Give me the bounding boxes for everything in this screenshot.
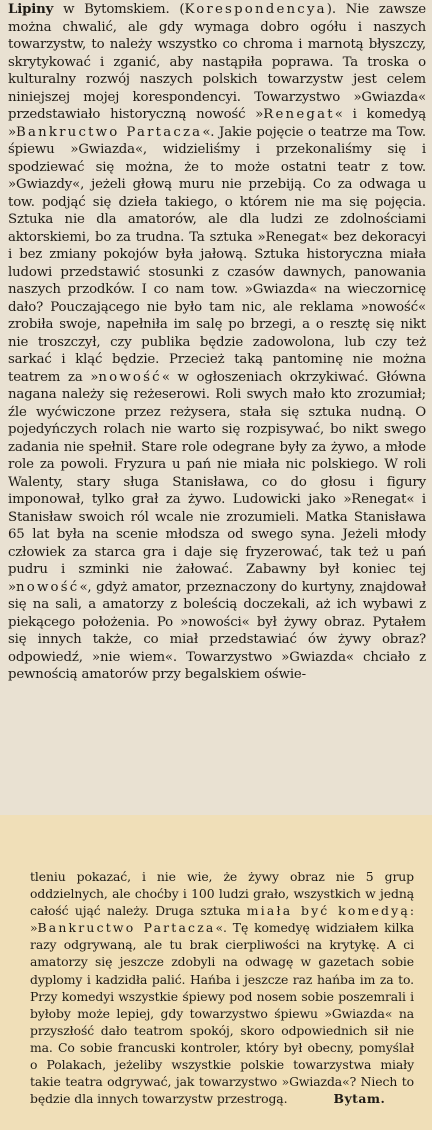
- article-body-lower: [30, 868, 414, 1107]
- play-title-bankructwo: Bankructwo Partacza: [16, 124, 203, 140]
- word-nowosc-1: nowość: [98, 369, 162, 385]
- body-text-1: ). Nie zawsze można chwalić, ale gdy wymaga dobro ogółu i naszych towarzystw, to należy wszystko co chroma i marnotą błyszczy, skrytykować i zganić, aby nastąpiła poprawa. Ta troska o kulturalny rozwój naszych polskich towarzystw jest celem niniejszej mojej korespondencyi. Towarzystwo »Gwiazda« przedstawiało historyczną nowość »: [8, 2, 426, 122]
- body-text-4: « w ogłoszeniach okrzykiwać. Główna nagana należy się reżeserowi. Roli swych mało kto zrozumiał; źle wyćwiczone przez reżysera, stała się sztuka nudną. O pojedyńczych rolach nie warto się rozpisywać, bo nikt swego zadania nie spełnił. Stare role odegrane były za żywo, a młode role za powoli. Fryzura u pań nie miała nic polskiego. W roli Walenty, stary sługa Stanisława, co do głosu i figury imponował, tylko grał za żywo. Ludowicki jako »Renegat« i Stanisław swoich ról wcale nie zrozumieli. Matka Stanisława 65 lat była na scenie młodsza od swego syna. Jeżeli młody człowiek za starca gra i daje się fryzerować, tak też u pań pudru i szminki nie żałować. Zabawny był koniec tej »: [8, 369, 426, 595]
- section-label: Korespondencya: [184, 2, 327, 17]
- dateline: Lipiny: [8, 2, 54, 17]
- body-text-2: « i komedyą »: [8, 107, 426, 140]
- intro-text: w Bytomskiem. (: [53, 2, 185, 17]
- play-title-renegat: Renegat: [263, 107, 335, 122]
- signature: Bytam.: [333, 1091, 386, 1107]
- article-column-lower: [0, 868, 432, 1130]
- body-text-5: «, gdyż amator, przeznaczony do kurtyny, znajdował się na sali, a amatorzy z boleścią doczekali, aż ich wybawi z piekącego położenia. Po »nowości« był żywy obraz. Pytałem się innych także, co miał przedstawiać ów żywy obraz? odpowiedź, »nie wiem«. Towarzystwo »Gwiazda« chciało z pewnością amatorów przy begalskiem oświe-: [8, 579, 426, 682]
- body-text-3: «. Jakie pojęcie o teatrze ma Tow. śpiewu »Gwiazda«, widzieliśmy i przekonaliśmy się i spodziewać się można, że to może ostatni teatr z tow. »Gwiazdy«, jeżeli głową muru nie przebiją. Co za odwaga u tow. podjąć się dzieła takiego, o którem nie ma się pojęcia. Sztuka nie dla amatorów, ale dla ludzi ze zdolnościami aktorskiemi, bo za trudna. Ta sztuka »Renegat« bez dekoracyi i bez zmiany pokojów była jałową. Sztuka historyczna miała ludowi przedstawić stosunki z czasów dawnych, panowania naszych przodków. I co nam tow. »Gwiazda« na wieczornicę dało? Pouczającego nie było tam nic, ale reklama »nowość« zrobiła swoje, napełniła im salę po brzegi, a o resztę się nikt nie troszczył, czy publika będzie zadowolona, lub czy też sarkać i kląć będzie. Przecież taką pantominę nie można teatrem za »: [8, 124, 427, 385]
- body-text-6: tleniu pokazać, i nie wie, że żywy obraz nie 5 grup oddzielnych, ale choćby i 100 ludzi grało, wszystkich w jedną całość ująć należy. Druga sztuka: [30, 869, 414, 919]
- word-nowosc-2: nowość: [16, 579, 80, 595]
- body-text-8: «. Tę komedyę widziałem kilka razy odgrywaną, ale tu brak cierpliwości na krytykę. A ci amatorzy się jeszcze zdobyli na odwagę w gazetach sobie dyplomy i kadzidła palić. Hańba i jeszcze raz hańba im za to. Przy komedyi wszystkie śpiewy pod nosem sobie poszemrali i byłoby może lepiej, gdy towarzystwo śpiewu »Gwiazda« na przyszłość dało teatrom spokój, skoro odpowiednich sił nie ma. Co sobie francuski kontroler, który był obecny, pomyślał o Polakach, jeżeliby wszystkie polskie towarzystwa miały takie teatra odgrywać, jak towarzystwo »Gwiazda«? Niech to będzie dla innych towarzystw przestrogą.: [30, 920, 415, 1107]
- body-text-7: : »: [30, 903, 414, 936]
- signature-spacer: [287, 1091, 333, 1106]
- article-body-upper: [8, 1, 426, 684]
- phrase-miala-byc-komedya: miała być komedyą: [246, 903, 410, 919]
- play-title-bankructwo-2: Bankructwo Partacza: [37, 920, 216, 936]
